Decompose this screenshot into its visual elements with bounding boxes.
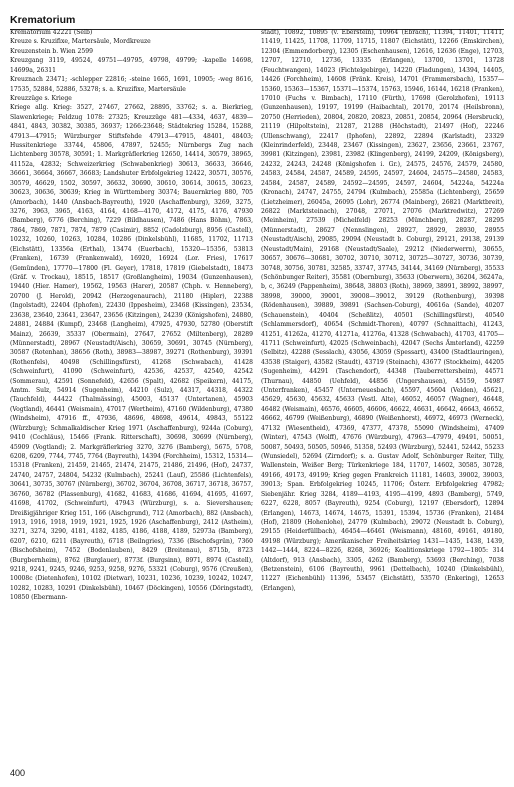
page-number: 400 [10, 768, 26, 778]
index-entry: Kreuze s. Kruzifixe, Martersäule, Mordkreuze [10, 38, 151, 46]
index-entry: Kreuzzüge s. Kriege [10, 94, 72, 102]
column-right [261, 28, 504, 763]
index-entry: Kreuzgang 3119, 49524, 49751—49795, 49798, 49799; -kapelle 14698, 14699a, 26311 [10, 57, 253, 74]
index-entry: Krematorium 42221 (Selb) [10, 29, 93, 36]
index-entry: Kreuzenstein b. Wien 2599 [10, 47, 93, 55]
header-title: Krematorium [10, 14, 76, 26]
index-entry: Kreuznach 23471; -schlepper 22816; -steine 1665, 1691, 10905; -weg 8616, 17535, 52884, 52886, 53278; s. a. Kruzifixe, Martersäule [10, 76, 253, 93]
index-columns [10, 28, 504, 763]
column-left [10, 28, 253, 763]
running-header [10, 8, 504, 30]
index-entry: Kriege allg. Krieg: 3527, 27467, 27662, 28895, 33762; s. a. Bierkrieg, Slawenkriege; Feldzug 1078: 27325; Kreuzzüge 481—4334, 4637, 4839—4841, 4843, 30382, 30385, 36937; 1266:23648; Städtekrieg 15284, 15288, 47913—47915; Würzburger Stiftsfehde 47913—47915, 48401, 48403; Hussitenkriege 33744, 45806, 47897, 52455; Nürnbergs Zug nach Lichtenberg 30578, 30591; 1. Markgräflerkrieg 12650, 14414, 30579, 38965, 41152a, 42832; Schweizerkrieg (Schwabenkrieg) 30613, 36633, 36646, 36661, 36664, 36667, 36683; Landshuter Erbfolgekrieg 12422, 30571, 30576, 30579, 46629, 1502, 30597, 36632, 30690, 30610, 30614, 30615, 30623, 30623, 30636, 30639; Krieg in Württemberg 30374; Bauernkrieg 880, 705 (Amorbach), 1440 (Ansbach-Bayreuth), 1920 (Aschaffenburg), 3269, 3275, 3276, 3963, 3965, 4163, 4164, 4168—4170, 4172, 4175, 4176, 47930 (Bamberg), 6776 (Berching), 7229 (Bildhausen), 7486 (Hans Böhm), 7863, 7864, 7869, 7871, 7874, 7879 (Casimir), 8852 (Cadolzburg), 8956 (Castell), 10232, 10260, 10263, 10284, 10286 (Dinkelsbühl), 11685, 11702, 11713 (Eichstätt), 13356a (Erthal), 13474 (Euerbach), 15320—15356, 53813 (Franken), 16739 (Frankenwald), 16920, 16924 (Lor. Fries), 17617 (Gemünden), 17770—17800 (Fl. Geyer), 17818, 17819 (Giebelstadt), 18473 (Gräf. v. Trockau), 18515, 18517 (Großlangheim), 19034 (Gunzenhausen), 19440 (Hier. Hamer), 19562, 19563 (Harer), 20587 (Chph. v. Henneberg), 20700 (J. Herold), 20942 (Herzogenaurach), 21180 (Hipler), 22388 (Ingolstadt), 22404 (Iphofen), 22430 (Ippesheim), 23468 (Kissingen), 23534, 23638, 23640, 23641, 23647, 23656 (Kitzingen), 24239 (Königshofen), 24880, 24881, 24884 (Kumpf), 23468 (Langheim), 47925, 47930, 52780 (Oberstift Mainz), 26639, 35337 (Obermain), 27647, 27652 (Miltenberg), 28289 (Münnerstadt), 28967 (Neustadt/Aisch), 30659, 30691, 30745 (Nürnberg), 30587 (Rotenhan), 38656 (Roth), 38983—38987, 39271 (Rothenburg), 39391 (Rothenfels), 40498 (Schillingsfürst), 41268 (Schwabach), 41428 (Schweinfurt), 41090 (Schweinfurt), 42536, 42537, 42540, 42542 (Sommerau), 42591 (Sonnefeld), 42656 (Spalt), 42682 (Speikern), 44175, Amtm. Sulz, 54914 (Sugenheim), 44210 (Sulz), 44317, 44318, 44322 (Tauchfeld), 44422 (Thalmässing), 45003, 45137 (Untertanen), 45903 (Vogtland), 46441 (Weismain), 47017 (Wertheim), 47160 (Wildenburg), 47380 (Windsheim), 47916 ff., 47936, 48696, 48698, 49614, 49843, 55122 (Würzburg); Schmalkaldischer Krieg 1971 (Aschaffenburg), 9244a (Coburg), 9410 (Cochläus), 15466 (Frank. Ritterschaft), 30698, 30699 (Nürnberg), 45909 (Vogtland); 2. Markgräflerkrieg 3270, 3276 (Bamberg), 5675, 5708, 6208, 6209, 7744, 7745, 7764 (Bayreuth), 14394 (Forchheim), 15312, 15314—15318 (Franken), 21459, 21465, 21474, 21475, 21486, 21496, (Hof), 24737, 24740, 24757, 24804, 54232 (Kulmbach), 25241 (Lauf), 25586 (Lichtenfels), 30641, 30735, 30767 (Nürnberg), 36702, 36704, 36708, 36717, 36718, 36757, 36760, 36782 (Plassenburg), 41682, 41683, 41686, 41694, 41695, 41697, 41698, 41702, (Schweinfurt), 47943 (Würzburg), s. a. Sievershausen; Dreißigjähriger Krieg 151, 166 (Aischgrund), 712 (Amorbach), 882 (Ansbach), 1913, 1916, 1918, 1919, 1921, 1925, 1926 (Aschaffenburg), 2412 (Astheim), 3271, 3274, 3290, 4181, 4182, 4185, 4186, 4188, 4189, 52973a (Bamberg), 6207, 6210, 6211 (Bayreuth), 6718 (Beilngries), 7336 (Bischofsgrün), 7360 (Bischofsheim), 7452 (Bodenlauben), 8429 (Breitenau), 8715b, 8723 (Burgbernheim), 8762 (Burglauer), 8773f. (Burgsinn), 8971, 8974 (Castell), 9218, 9241, 9245, 9246, 9253, 9258, 9276, 53321 (Coburg), 9576 (Creußen), 10008c (Dietenhofen), 10102 (Dietwar), 10231, 10236, 10239, 10242, 10247, 10282, 10283, 10291 (Dinkelsbühl), 10467 (Döckingen), 10556 (Döringstadt), 10850 (Ebermann- [10, 104, 253, 602]
index-entry: stadt), 10892, 10895 (v. Eberstein), 10964 (Ebrach), 11394, 11401, 11411, 11419, 11425, 11708, 11709, 11715, 11807 (Eichstätt), 12266 (Emskirchen), 12304 (Emmendorberg), 12305 (Eschenhausen), 12616, 12636 (Enge), 12703, 12707, 12710, 12736, 13335 (Erlangen), 13700, 13701, 13728 (Feuchtwangen), 14023 (Fichtelgebirge), 14220 (Fladungen), 14394, 14405, 14426 (Forchheim), 14608 (Fränk. Kreis), 14701 (Frammersbach), 15357—15360, 15363—15367, 15371—15374, 15763, 15946, 16144, 16218 (Franken), 17010 (Fuchs v. Bimbach), 17110 (Fürth), 17698 (Gerolzhofen), 19113 (Gunzenhausen), 19197, 19199 (Haibachtal), 20170, 20174 (Heilsbronn), 20750 (Herrieden), 20804, 20820, 20823, 20851, 20854, 20964 (Hersbruck), 21119 (Hilpoltstein), 21287, 21288 (Höchstadt), 21497 (Hof), 22246 (Ullenschwang), 22417 (Iphofen), 22892, 22894 (Karlstadt), 23329 (Kleinrinderfeld), 23448, 23467 (Kissingen), 23627, 23656, 23661, 23767, 39981 (Kitzingen), 23981, 23982 (Klingenberg), 24199, 24209, (Königsberg), 24232, 24243, 24248 (Königshofen i. Gr.), 24575, 24576, 24579, 24580, 24583, 24584, 24587, 24589, 24595, 24597, 24604, 24575—24580, 24583, 24584, 24587, 24589, 24592—24595, 24597, 24604, 54224a, 54224a (Kronach), 24747, 24755, 24794 (Kulmbach), 25585a (Lichtenberg), 25659 (Lietzheimer), 26045a, 26095 (Lohr), 26774 (Mainberg), 26821 (Marktbreit), 26822 (Marktsteinach), 27048, 27071, 27076 (Marktredwitz), 27269 (Meinheim), 27539 (Michelfeld) 28253 (Münchberg), 28287, 28295 (Münnerstadt), 28627 (Nennslingen), 28927, 28929, 28930, 28955 (Neustadt/Aisch), 29085, 29094 (Neustadt b. Coburg), 29121, 29138, 29139 (Neustadt/Main), 29168 (Neustadt/Saale), 29212 (Niederwerrn), 30655, 30657, 30676—30681, 30702, 30710, 30712, 30725—30727, 30736, 30739, 30748, 30756, 30781, 32585, 33747, 37745, 34144, 34169 (Nürnberg), 35533 (Schönbunger Reiter), 35581 (Obernburg), 35633 (Oberwern), 36204, 36247a, b, c, 36249 (Pappenheim), 38648, 38803 (Roth), 38969, 38991, 38992, 38997, 38998, 39000, 39001, 39008—39012, 39129 (Rothenburg), 39398 (Rödenhausen), 39889, 39891 (Sachsen-Coburg), 40616a (Sande), 40207 (Schauenstein), 40404 (Scheßlitz), 40501 (Schillingsfürst), 40540 (Schlammersdorf), 40654 (Schmidt-Thoren), 40797 (Schnaittach), 41243, 41251, 41262a, 41270, 41271a, 41276a, 41328 (Schwabach), 41703, 41705—41711 (Schweinfurt), 42025 (Schweinbach), 42047 (Sechs Ämterland), 42259 (Selbitz), 42288 (Sesslach), 43056, 43059 (Spessart), 43400 (Stadtlauringen), 43538 (Staiger), 43582 (Staudt), 43719 (Steinach), 43677 (Stockheim), 44205 (Sugenheim), 44291 (Taschendorf), 44348 (Tauberrettersheim), 44571 (Thurnau), 44850 (Uehfeld), 44856 (Ungershausen), 45159, 54987 (Unterfranken), 45457 (Unterneuesbach), 45597, 45604 (Velden), 45621, 45629, 45630, 45632, 45633 (Vestl. Alte), 46052, 46057 (Wagner), 46448, 46482 (Weismain), 46576, 46605, 46606, 46622, 46631, 46642, 46643, 46652, 46662, 46799 (Weißenburg), 46890 (Weißenhorst), 46972, 46973 (Werneck), 47132 (Wiesentheid), 47369, 47377, 47378, 55090 (Windsheim), 47409 (Winter), 47543 (Wolff), 47676 (Würzburg), 47963—47979, 49491, 50051, 50087, 50493, 50505, 50946, 51358, 52493 (Würzburg), 52441, 52442, 55233 (Wunsiedel), 52694 (Zirndorf); s. a. Gustav Adolf, Schönburger Reiter, Tilly, Wallenstein, Weißer Berg; Türkenkriege 184, 11707, 14602, 30585, 30728, 49166, 49173, 49199; Krieg gegen Frankreich 11181, 14603, 39002, 39003, 39013; Span. Erbfolgekrieg 10245, 11706; Österr. Erbfolgekrieg 47982; Siebenjähr. Krieg 3284, 4189—4193, 4195—4199, 4893 (Bamberg), 5749, 6227, 6228, 8057 (Bayreuth), 9254 (Coburg), 12197 (Ebersdorf), 12894 (Erlangen), 14673, 14674, 14675, 15391, 15394, 15736 (Franken), 21484 (Hof), 21809 (Hohenlohe), 24779 (Kulmbach), 29072 (Neustadt b. Coburg), 29155 (Heiderfüllbach), 46454—46461 (Weismann), 48160, 49161, 49180, 49198 (Würzburg); Amerikanischer Freiheitskrieg 1431—1435, 1438, 1439, 1442—1444, 8224—8226, 8268, 36926; Koalitionskriege 1792—1805: 314 (Altdorf), 913 (Ansbach), 3305, 4262 (Bamberg), 53693 (Berching), 7038 (Betzenstein), 6106 (Bayreuth), 9961 (Dettelbach), 10240 (Dinkelsbühl), 11227 (Eichenbühl) 11396, 53457 (Eichstätt), 53570 (Enkering), 12653 (Erlangen), [261, 29, 504, 592]
